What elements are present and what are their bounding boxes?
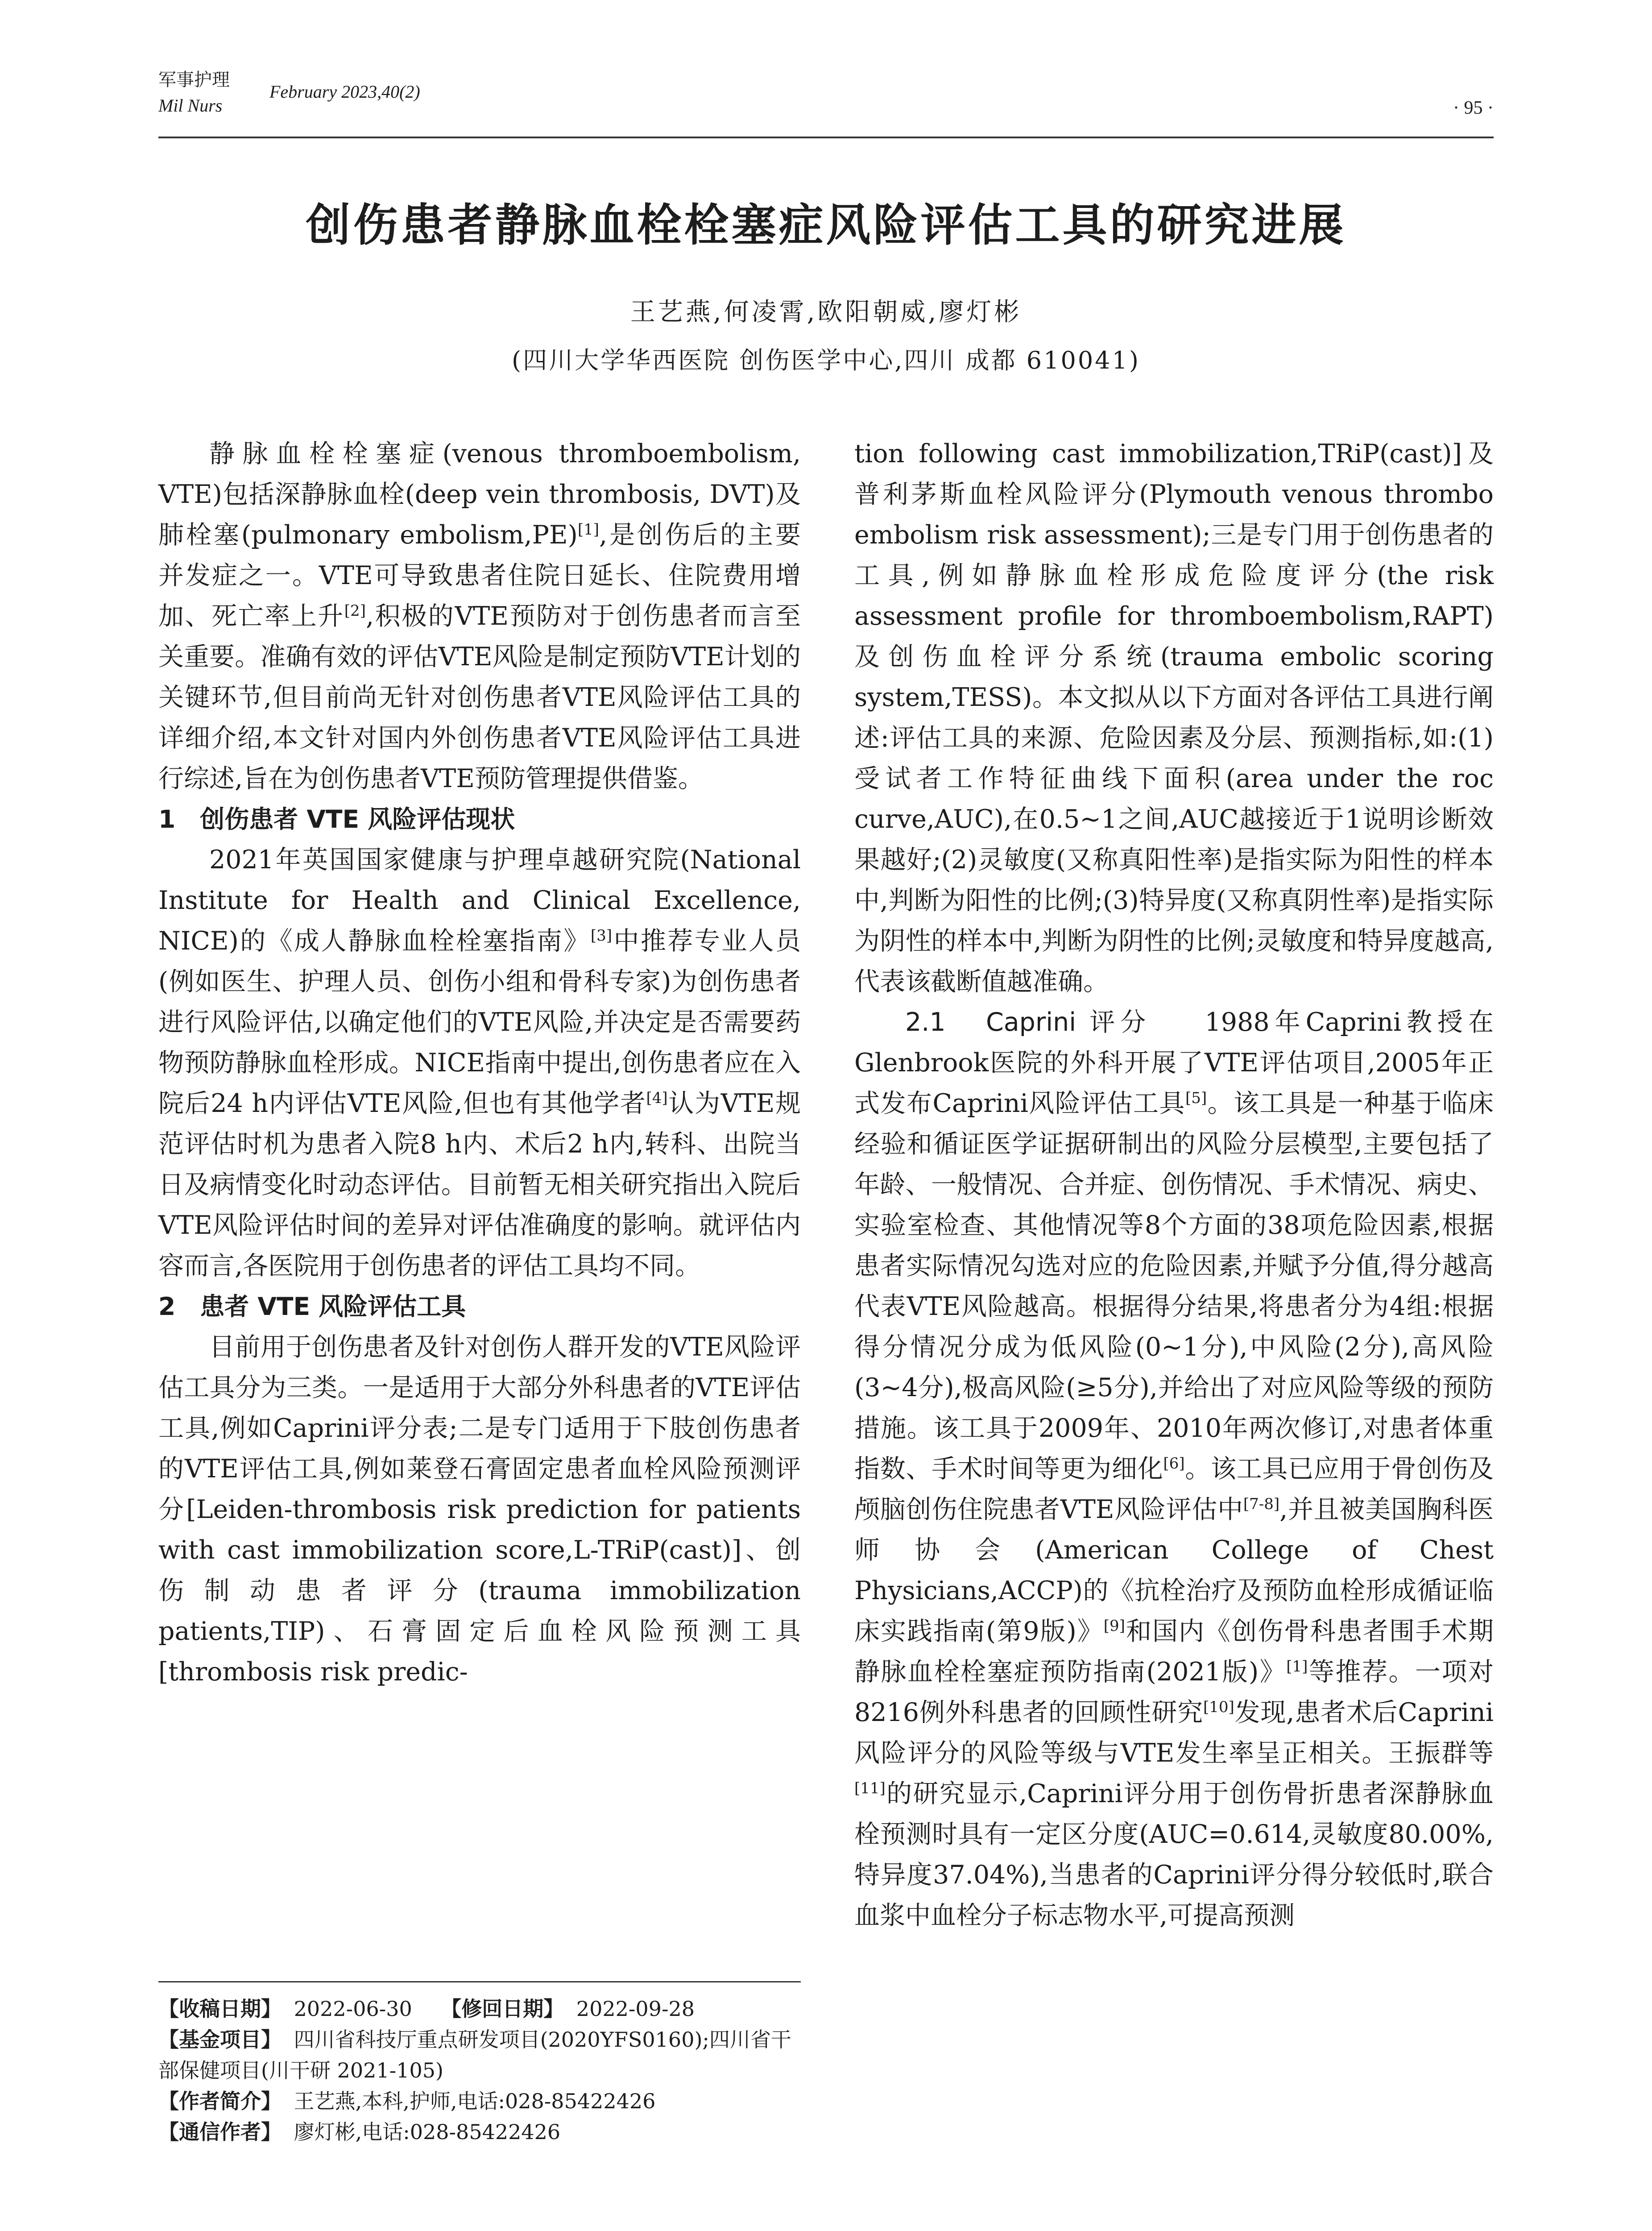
footnote-author: 【作者简介】 王艺燕,本科,护师,电话:028-85422426 [158, 2089, 656, 2113]
citation[interactable]: [9] [1103, 1617, 1125, 1635]
footnote-divider [158, 1981, 801, 1982]
citation[interactable]: [1] [1286, 1658, 1308, 1675]
citation[interactable]: [1] [577, 521, 600, 539]
citation[interactable]: [10] [1203, 1698, 1234, 1716]
issue-info: February 2023,40(2) [269, 82, 420, 102]
footnote-fund: 【基金项目】 四川省科技厅重点研发项目(2020YFS0160);四川省干部保健项目(川干研 2021-105) [158, 2028, 791, 2082]
section-1-paragraph: 2021年英国国家健康与护理卓越研究院(National Institute for Health and Clinical Excellence, NICE)的《成人静脉血栓栓塞指南》[3]中推荐专业人员(例如医生、护理人员、创伤小组和骨科专家)为创伤患者进行风险评估,以确定他们的VTE风险,并决定是否需要药物预防静脉血栓形成。NICE指南中提出,创伤患者应在入院后24 h内评估VTE风险,但也有其他学者[4]认为VTE规范评估时机为患者入院8 h内、术后2 h内,转科、出院当日及病情变化时动态评估。目前暂无相关研究指出入院后VTE风险评估时间的差异对评估准确度的影响。就评估内容而言,各医院用于创伤患者的评估工具均不同。 [158, 845, 801, 1281]
citation[interactable]: [4] [646, 1089, 668, 1107]
left-column [158, 434, 801, 1692]
footnote-corresponding: 【通信作者】 廖灯彬,电话:028-85422426 [158, 2120, 561, 2144]
author-affiliation: (四川大学华西医院 创伤医学中心,四川 成都 610041) [512, 346, 1140, 374]
header-divider [158, 137, 1494, 138]
intro-paragraph: 静脉血栓栓塞症(venous thromboembolism, VTE)包括深静脉血栓(deep vein thrombosis, DVT)及肺栓塞(pulmonary embolism,PE)[1],是创伤后的主要并发症之一。VTE可导致患者住院日延长、住院费用增加、死亡率上升[2],积极的VTE预防对于创伤患者而言至关重要。准确有效的评估VTE风险是制定预防VTE计划的关键环节,但目前尚无针对创伤患者VTE风险评估工具的详细介绍,本文针对国内外创伤患者VTE风险评估工具进行综述,旨在为创伤患者VTE预防管理提供借鉴。 [158, 439, 801, 793]
author-list: 王艺燕,何凌霄,欧阳朝威,廖灯彬 [630, 298, 1022, 327]
article-footnotes [158, 1994, 801, 2148]
right-column [854, 434, 1494, 1936]
citation[interactable]: [2] [344, 602, 366, 620]
section-2-1-paragraph: 2.1 Caprini 评分 1988年Caprini教授在Glenbrook医院的外科开展了VTE评估项目,2005年正式发布Caprini风险评估工具[5]。该工具是一种基于临床经验和循证医学证据研制出的风险分层模型,主要包括了年龄、一般情况、合并症、创伤情况、手术情况、病史、实验室检查、其他情况等8个方面的38项危险因素,根据患者实际情况勾选对应的危险因素,并赋予分值,得分越高代表VTE风险越高。根据得分结果,将患者分为4组:根据得分情况分成为低风险(0~1分),中风险(2分),高风险(3~4分),极高风险(≥5分),并给出了对应风险等级的预防措施。该工具于2009年、2010年两次修订,对患者体重指数、手术时间等更为细化[6]。该工具已应用于骨创伤及颅脑创伤住院患者VTE风险评估中[7-8],并且被美国胸科医师协会(American College of Chest Physicians,ACCP)的《抗栓治疗及预防血栓形成循证临床实践指南(第9版)》[9]和国内《创伤骨科患者围手术期静脉血栓栓塞症预防指南(2021版)》[1]等推荐。一项对8216例外科患者的回顾性研究[10]发现,患者术后Caprini风险评分的风险等级与VTE发生率呈正相关。王振群等[11]的研究显示,Caprini评分用于创伤骨折患者深静脉血栓预测时具有一定区分度(AUC=0.614,灵敏度80.00%,特异度37.04%),当患者的Caprini评分得分较低时,联合血浆中血栓分子标志物水平,可提高预测 [854, 1008, 1494, 1930]
footnote-dates: 【收稿日期】 2022-06-30 【修回日期】 2022-09-28 [158, 1997, 695, 2021]
citation[interactable]: [3] [590, 927, 613, 945]
journal-name-cn: 军事护理 [158, 70, 230, 90]
journal-name-en: Mil Nurs [158, 95, 223, 116]
citation[interactable]: [5] [1185, 1089, 1207, 1107]
article-title: 创伤患者静脉血栓栓塞症风险评估工具的研究进展 [306, 199, 1346, 251]
journal-header [158, 67, 230, 119]
subsection-heading-2-1: 2.1 Caprini 评分 [905, 1008, 1151, 1037]
section-heading-1: 1 创伤患者 VTE 风险评估现状 [158, 805, 515, 834]
section-2-paragraph: 目前用于创伤患者及针对创伤人群开发的VTE风险评估工具分为三类。一是适用于大部分外科患者的VTE评估工具,例如Caprini评分表;二是专门适用于下肢创伤患者的VTE评估工具,例如莱登石膏固定患者血栓风险预测评分[Leiden-thrombosis risk prediction for patients with cast immobilization score,L-TRiP(cast)]、创伤制动患者评分(trauma immobilization patients,TIP)、石膏固定后血栓风险预测工具[thrombosis risk predic- [158, 1332, 801, 1687]
page-number: · 95 · [1453, 98, 1494, 118]
citation[interactable]: [7-8] [1243, 1495, 1280, 1513]
citation[interactable]: [6] [1163, 1455, 1185, 1472]
continuation-paragraph: tion following cast immobilization,TRiP(cast)]及普利茅斯血栓风险评分(Plymouth venous thrombo embolism risk assessment);三是专门用于创伤患者的工具,例如静脉血栓形成危险度评分(the risk assessment profile for thromboembolism,RAPT)及创伤血栓评分系统(trauma embolic scoring system,TESS)。本文拟从以下方面对各评估工具进行阐述:评估工具的来源、危险因素及分层、预测指标,如:(1)受试者工作特征曲线下面积(area under the roc curve,AUC),在0.5~1之间,AUC越接近于1说明诊断效果越好;(2)灵敏度(又称真阳性率)是指实际为阳性的样本中,判断为阳性的比例;(3)特异度(又称真阴性率)是指实际为阴性的样本中,判断为阴性的比例;灵敏度和特异度越高,代表该截断值越准确。 [854, 439, 1494, 996]
section-heading-2: 2 患者 VTE 风险评估工具 [158, 1292, 466, 1321]
citation[interactable]: [11] [854, 1779, 886, 1797]
